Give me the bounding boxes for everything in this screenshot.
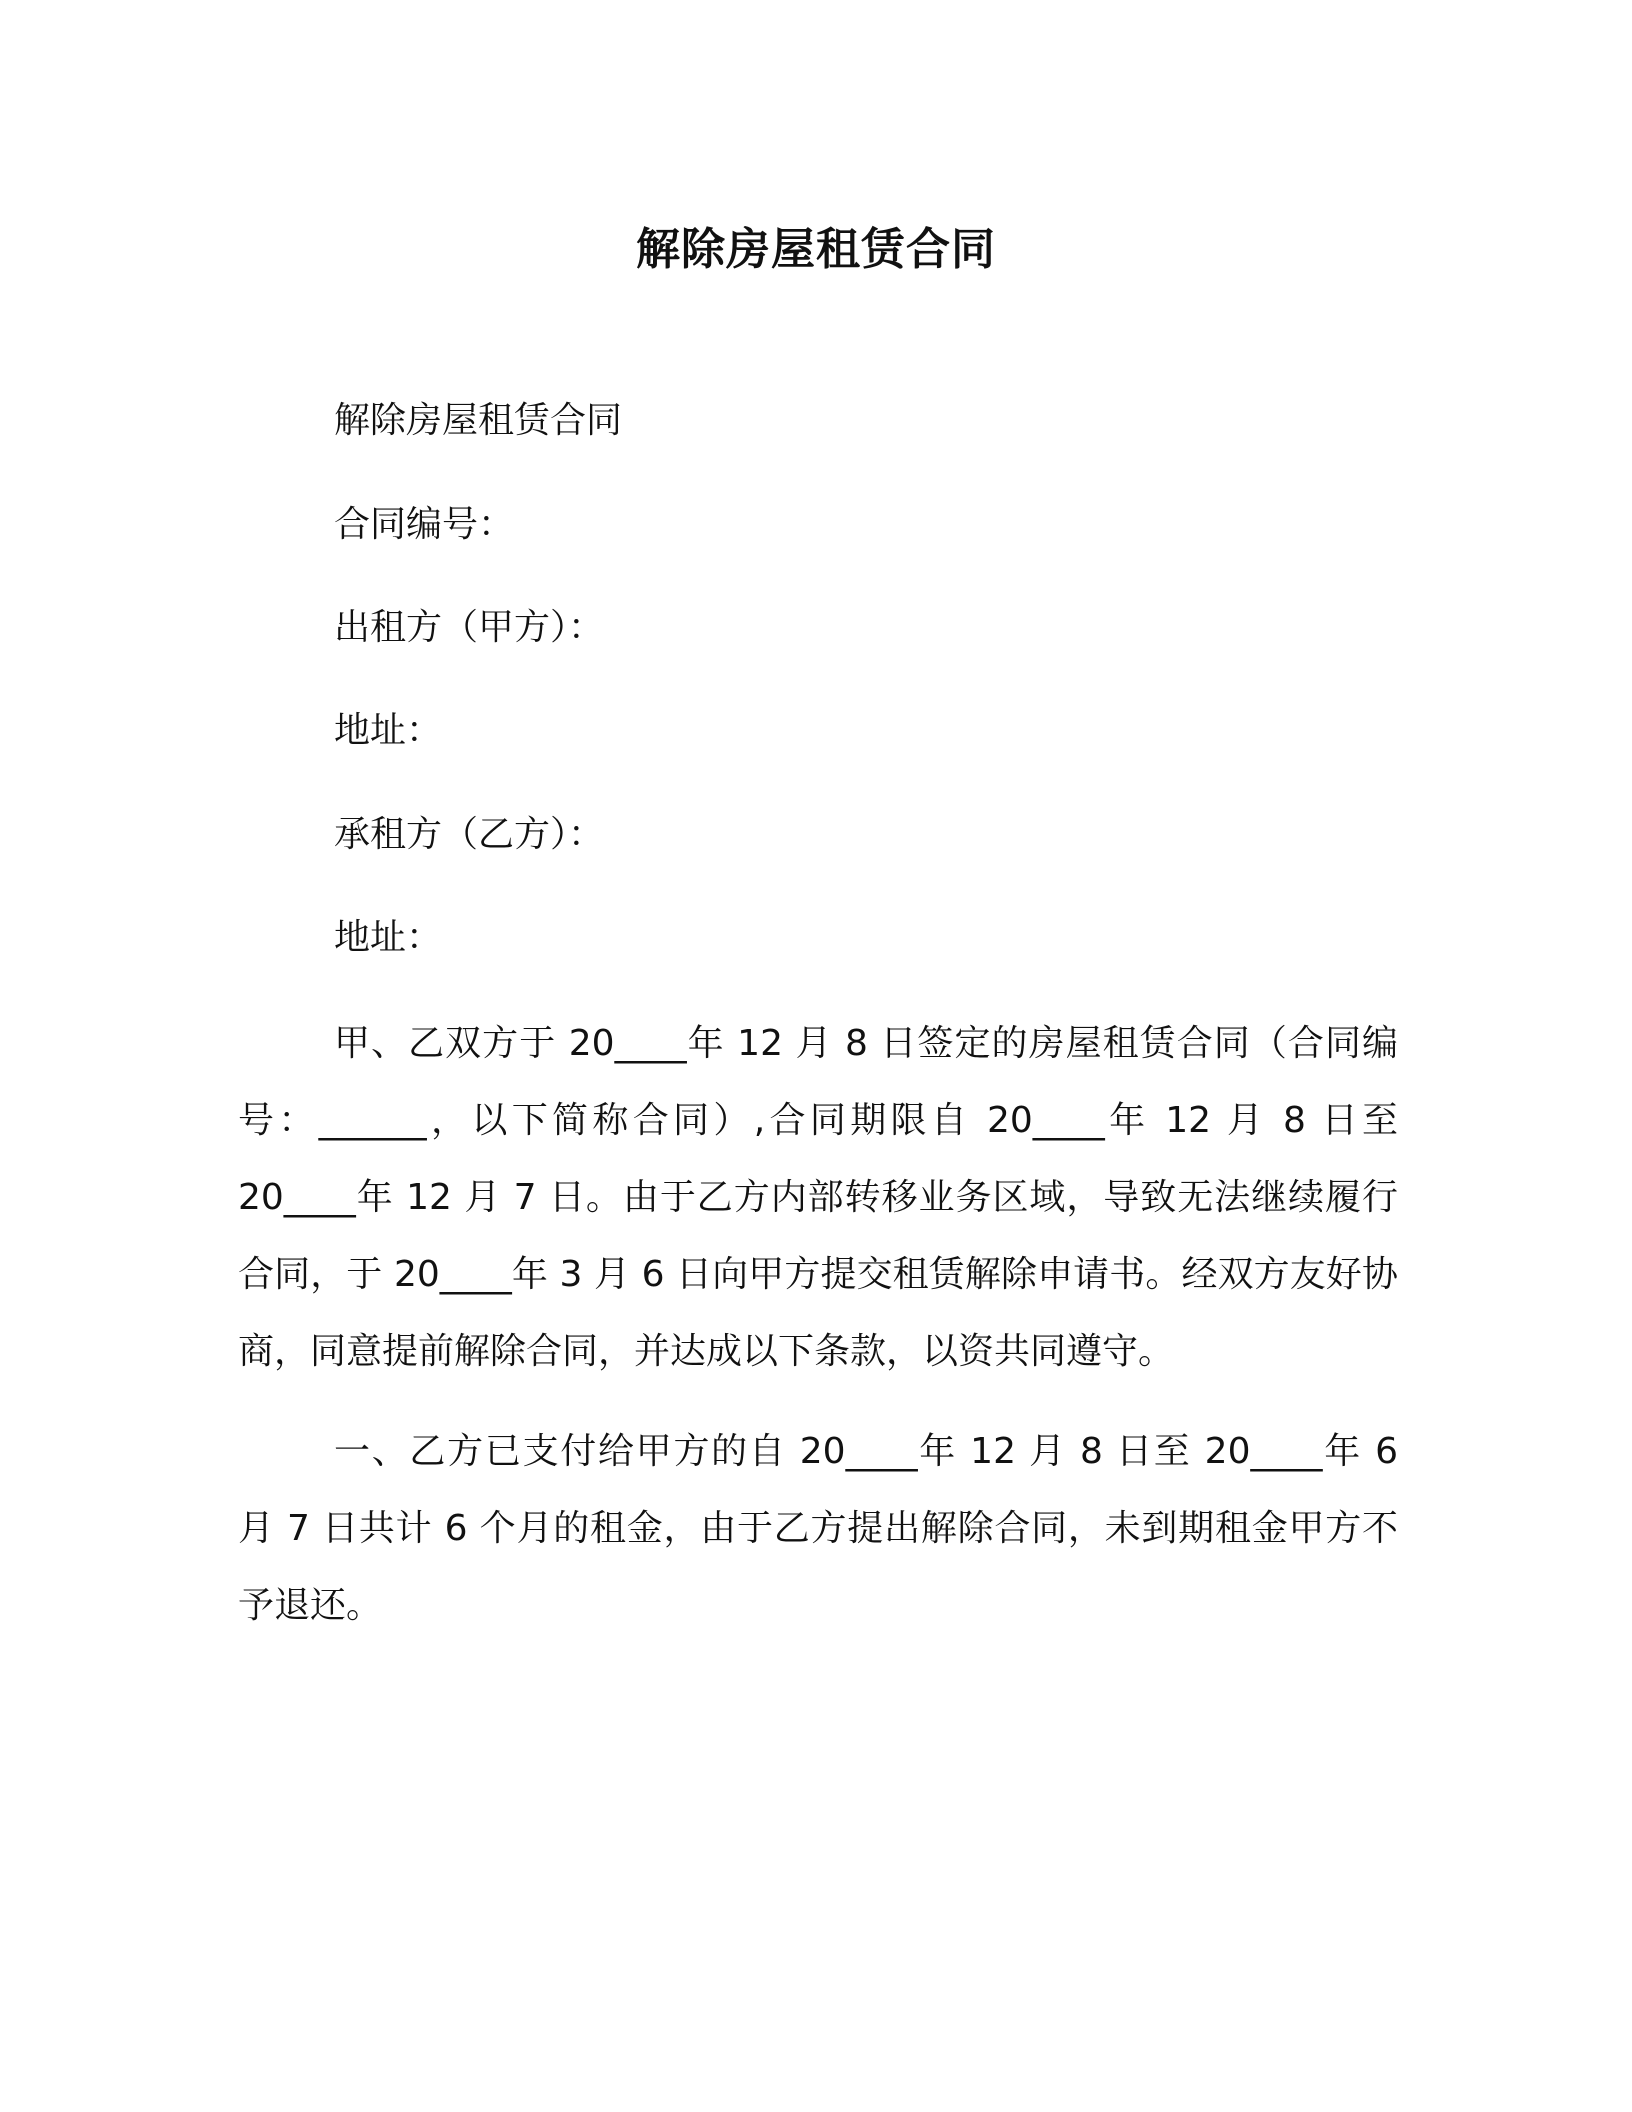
document-title: 解除房屋租赁合同 <box>636 224 996 275</box>
lessor-address-line: 地址： <box>334 710 443 751</box>
lessee-line: 承租方（乙方）： <box>334 814 605 855</box>
lessor-line: 出租方（甲方）： <box>334 607 605 648</box>
body-paragraph-1: 甲、乙双方于 20____年 12 月 8 日签定的房屋租赁合同（合同编号：______，以下简称合同）,合同期限自 20____年 12 月 8 日至 20____年 12 月 7 日。由于乙方内部转移业务区域，导致无法继续履行合同，于 20____年 3 月 6 日向甲方提交租赁解除申请书。经双方友好协商，同意提前解除合同，并达成以下条款，以资共同遵守。 <box>238 1023 1398 1372</box>
lessee-address-line: 地址： <box>334 917 443 958</box>
contract-number-line: 合同编号： <box>334 504 515 545</box>
contract-name-line: 解除房屋租赁合同 <box>334 400 623 441</box>
body-paragraph-2: 一、乙方已支付给甲方的自 20____年 12 月 8 日至 20____年 6 月 7 日共计 6 个月的租金，由于乙方提出解除合同，未到期租金甲方不予退还。 <box>238 1431 1398 1626</box>
